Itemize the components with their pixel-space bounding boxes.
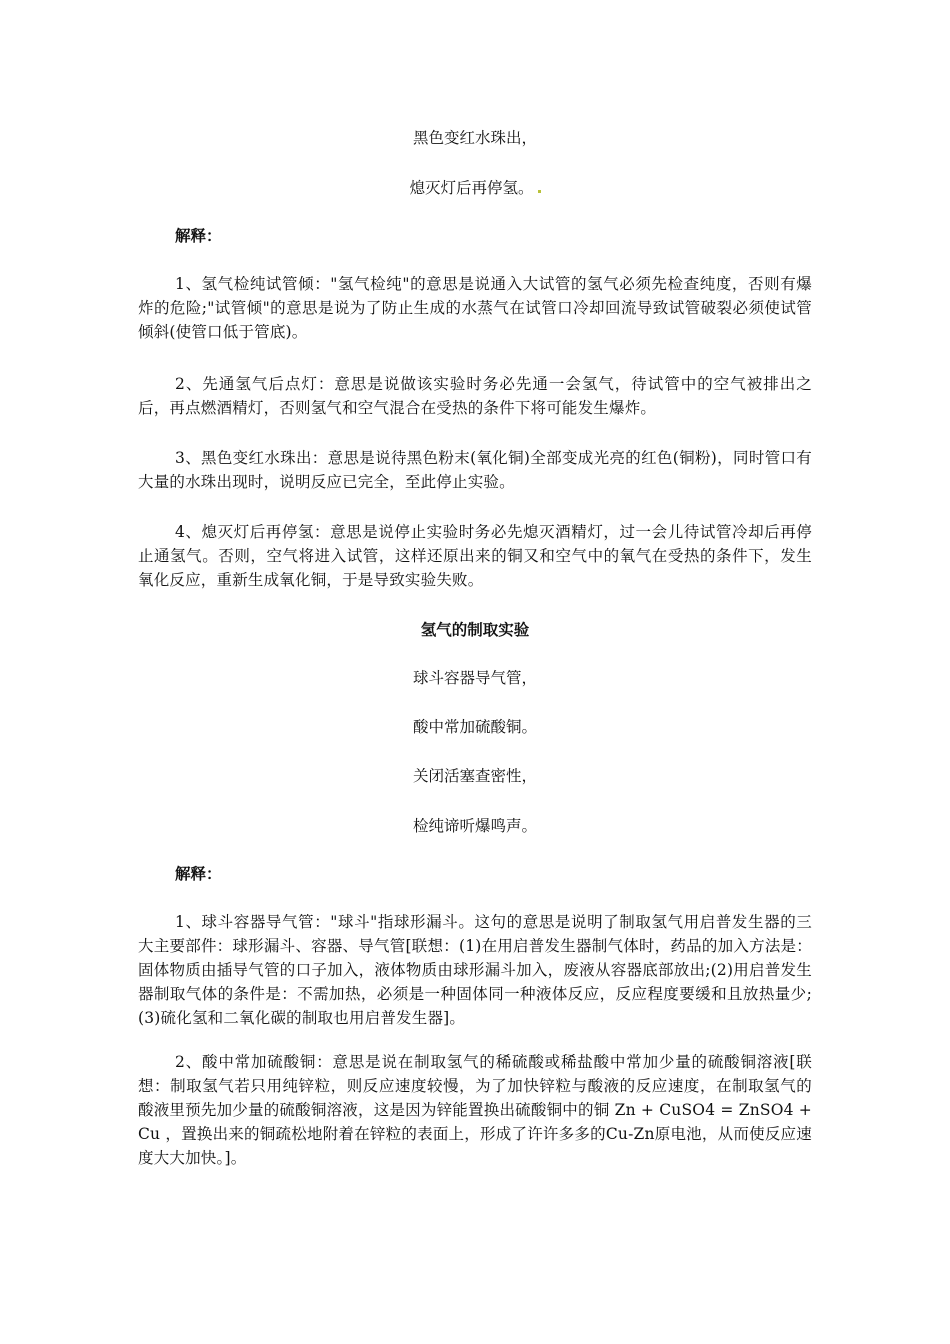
poem-line-4 <box>138 176 812 200</box>
explanation-item-4: 4、熄灭灯后再停氢：意思是说停止实验时务必先熄灭酒精灯，过一会儿待试管冷却后再停止通氢气。否则，空气将进入试管，这样还原出来的铜又和空气中的氧气在受热的条件下，发生氧化反应，重新生成氧化铜，于是导致实验失败。 <box>138 523 812 589</box>
explanation-item-3: 3、黑色变红水珠出：意思是说待黑色粉末(氧化铜)全部变成光亮的红色(铜粉)，同时管口有大量的水珠出现时，说明反应已完全，至此停止实验。 <box>138 449 812 491</box>
poem2-line-2: 酸中常加硫酸铜。 <box>412 718 537 736</box>
explain-label-2: 解释： <box>175 864 222 883</box>
explanation-item-1: 1、氢气检纯试管倾："氢气检纯"的意思是说通入大试管的氢气必须先检查纯度，否则有爆炸的危险;"试管倾"的意思是说为了防止生成的水蒸气在试管口冷却回流导致试管破裂必须使试管倾斜(使管口低于管底)。 <box>138 275 812 341</box>
poem-line-3: 黑色变红水珠出， <box>412 129 537 147</box>
section-title: 氢气的制取实验 <box>420 620 530 639</box>
explanation2-item-1: 1、球斗容器导气管："球斗"指球形漏斗。这句的意思是说明了制取氢气用启普发生器的三大主要部件：球形漏斗、容器、导气管[联想：(1)在用启普发生器制气体时，药品的加入方法是：固体物质由插导气管的口子加入，液体物质由球形漏斗加入，废液从容器底部放出;(2)用启普发生器制取气体的条件是：不需加热，必须是一种固体同一种液体反应，反应程度要缓和且放热量少;(3)硫化氢和二氧化碳的制取也用启普发生器]。 <box>138 913 812 1027</box>
poem2-line-4: 检纯谛听爆鸣声。 <box>412 817 537 835</box>
explain-label-1: 解释： <box>175 226 222 245</box>
stray-mark <box>538 190 541 193</box>
poem2-line-3: 关闭活塞查密性， <box>412 767 537 785</box>
poem2-line-1: 球斗容器导气管， <box>412 669 537 687</box>
explanation2-item-2: 2、酸中常加硫酸铜：意思是说在制取氢气的稀硫酸或稀盐酸中常加少量的硫酸铜溶液[联想：制取氢气若只用纯锌粒，则反应速度较慢，为了加快锌粒与酸液的反应速度，在制取氢气的酸液里预先加少量的硫酸铜溶液，这是因为锌能置换出硫酸铜中的铜 Zn + CuSO4 = ZnSO4 + Cu ，置换出来的铜疏松地附着在锌粒的表面上，形成了许许多多的Cu-Zn原电池，从而使反应速度大大加快。]。 <box>138 1053 812 1167</box>
poem-line-4-text: 熄灭灯后再停氢。 <box>409 179 534 197</box>
explanation-item-2: 2、先通氢气后点灯：意思是说做该实验时务必先通一会氢气，待试管中的空气被排出之后，再点燃酒精灯，否则氢气和空气混合在受热的条件下将可能发生爆炸。 <box>138 375 812 417</box>
